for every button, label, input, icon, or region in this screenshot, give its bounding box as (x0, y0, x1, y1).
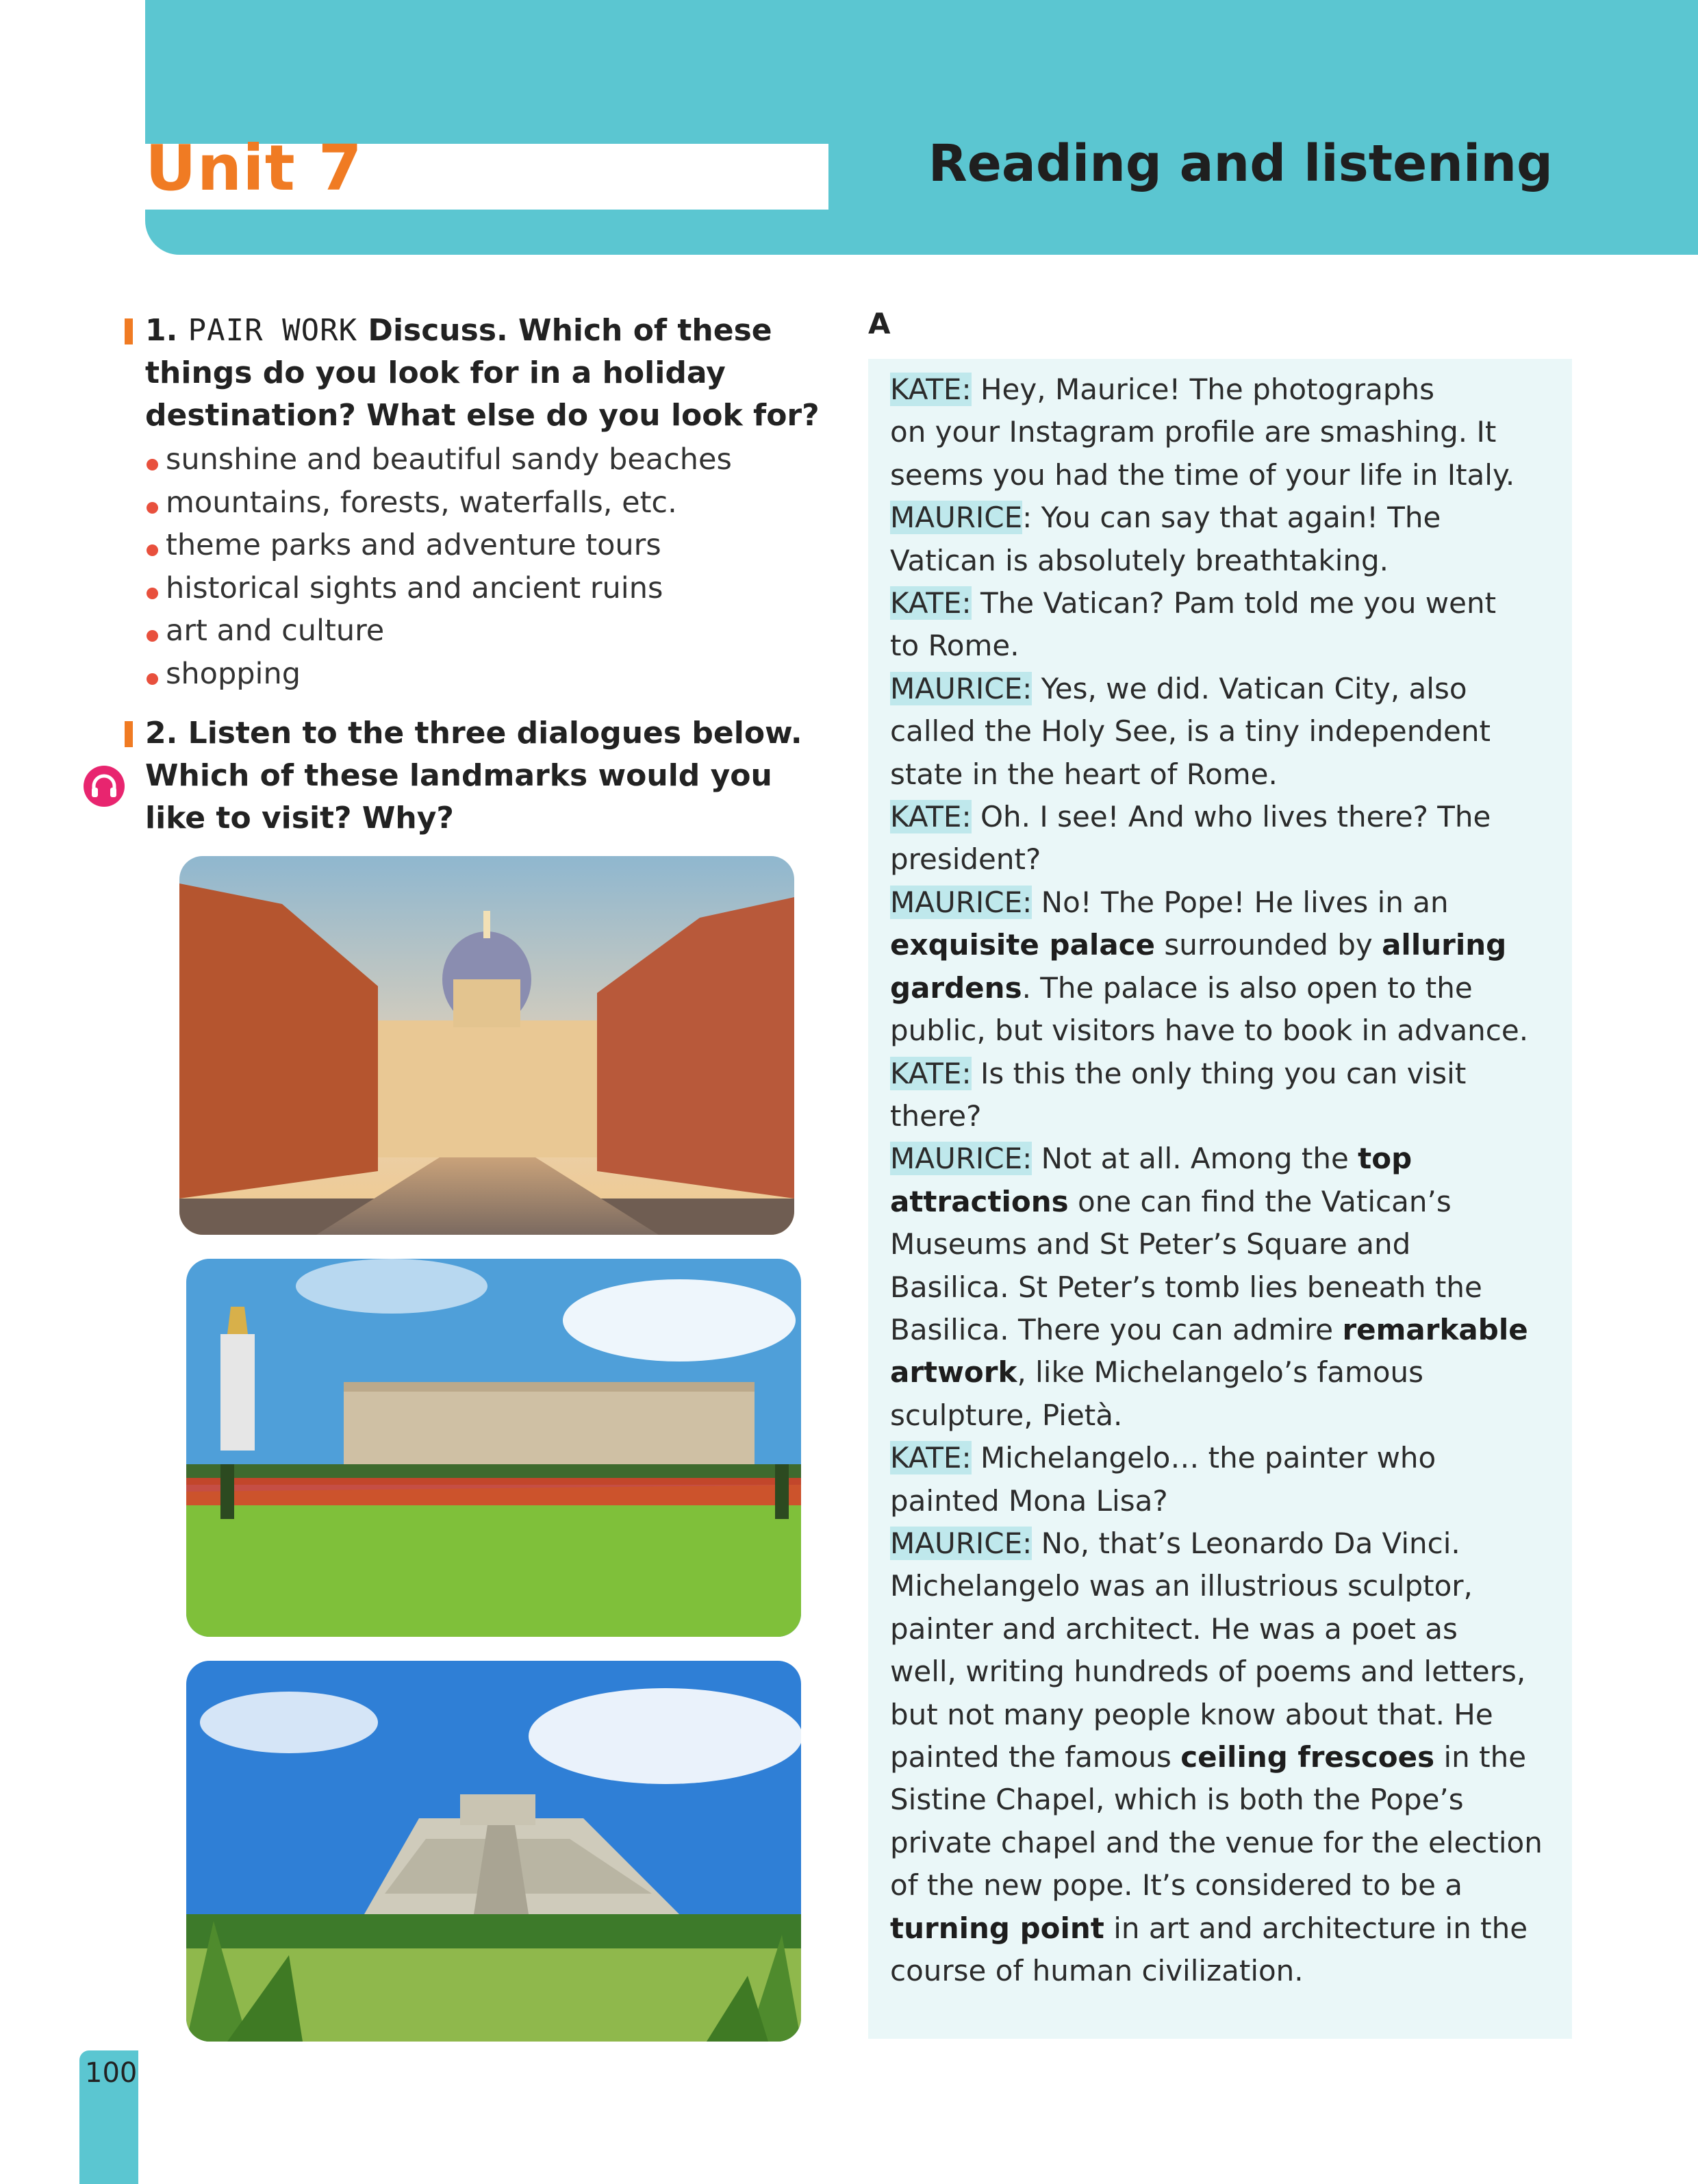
dialogue-line: MAURICE: Yes, we did. Vatican City, also (890, 671, 1467, 705)
speaker-maurice: MAURICE (890, 501, 1023, 535)
dialogue-line: public, but visitors have to book in advance. (890, 1014, 1529, 1048)
dialogue-line: painted the famous ceiling frescoes in the (890, 1740, 1527, 1774)
dialogue-line: KATE: Oh. I see! And who lives there? The (890, 800, 1491, 834)
dialogue-line: artwork, like Michelangelo’s famous (890, 1355, 1424, 1390)
exercise-marker (125, 318, 133, 344)
vocab-term: turning point (890, 1911, 1104, 1945)
dialogue-line: president? (890, 842, 1041, 877)
vocab-term: ceiling frescoes (1180, 1740, 1435, 1774)
exercise-2-number: 2. (145, 716, 178, 751)
dialogue-line: painted Mona Lisa? (890, 1483, 1168, 1518)
list-item: mountains, forests, waterfalls, etc. (145, 481, 830, 525)
exercise-1-heading (145, 310, 830, 437)
dialogue-line: KATE: Is this the only thing you can visit (890, 1056, 1467, 1090)
speaker-maurice: MAURICE: (890, 1526, 1032, 1560)
bullet-dot-icon (147, 588, 158, 599)
vocab-term: gardens (890, 970, 1022, 1005)
dialogue-line: course of human civilization. (890, 1954, 1304, 1988)
dialogue-line: MAURICE: You can say that again! The (890, 501, 1441, 535)
dialogue-line: KATE: Michelangelo… the painter who (890, 1441, 1436, 1475)
dialogue-line: to Rome. (890, 629, 1019, 663)
dialogue-line: seems you had the time of your life in Italy. (890, 457, 1515, 492)
dialogue-line: on your Instagram profile are smashing. It (890, 415, 1497, 449)
dialogue-label: A (868, 307, 891, 340)
speaker-maurice: MAURICE: (890, 1142, 1032, 1176)
speaker-kate: KATE: (890, 373, 972, 406)
dialogue-line: attractions one can find the Vatican’s (890, 1184, 1452, 1218)
exercise-2-heading (145, 712, 830, 840)
dialogue-line: Basilica. St Peter’s tomb lies beneath the (890, 1270, 1482, 1304)
dialogue-line: painter and architect. He was a poet as (890, 1611, 1458, 1646)
speaker-kate: KATE: (890, 1441, 972, 1475)
speaker-kate: KATE: (890, 800, 972, 834)
dialogue-line: exquisite palace surrounded by alluring (890, 928, 1507, 962)
vocab-term: top (1358, 1142, 1412, 1176)
list-item: sunshine and beautiful sandy beaches (145, 438, 830, 481)
exercise-2 (145, 712, 830, 840)
exercise-1-number: 1. (145, 313, 178, 348)
bullet-dot-icon (147, 459, 158, 470)
vocab-term: attractions (890, 1184, 1069, 1218)
dialogue-line: but not many people know about that. He (890, 1697, 1493, 1731)
dialogue-line: there? (890, 1099, 982, 1133)
dialogue-line: sculpture, Pietà. (890, 1398, 1123, 1432)
headphones-icon[interactable] (84, 766, 125, 807)
holiday-features-list (145, 438, 830, 695)
exercise-1 (145, 310, 830, 695)
dialogue-line: KATE: Hey, Maurice! The photographs (890, 373, 1435, 406)
dialogue-line: Basilica. There you can admire remarkable (890, 1312, 1528, 1346)
pair-work-tag: PAIR WORK (188, 313, 358, 348)
vocab-term: artwork (890, 1355, 1017, 1390)
dialogue-line: gardens. The palace is also open to the (890, 970, 1473, 1005)
dialogue-line: MAURICE: No! The Pope! He lives in an (890, 885, 1449, 919)
speaker-kate: KATE: (890, 1056, 972, 1090)
bullet-dot-icon (147, 673, 158, 685)
bullet-dot-icon (147, 544, 158, 556)
dialogue-line: called the Holy See, is a tiny independent (890, 714, 1491, 749)
vocab-term: remarkable (1342, 1312, 1528, 1346)
section-title: Reading and listening (928, 134, 1553, 193)
vatican-photo (179, 856, 794, 1235)
list-item: historical sights and ancient ruins (145, 567, 830, 610)
header-band (145, 0, 1698, 255)
dialogue-line: Museums and St Peter’s Square and (890, 1227, 1411, 1262)
dialogue-line: private chapel and the venue for the election (890, 1825, 1543, 1859)
vocab-term: exquisite palace (890, 928, 1156, 962)
list-item: art and culture (145, 610, 830, 653)
dialogue-line: Sistine Chapel, which is both the Pope’s (890, 1783, 1464, 1817)
dialogue-line: state in the heart of Rome. (890, 757, 1278, 791)
dialogue-text (890, 368, 1561, 1992)
dialogue-line: KATE: The Vatican? Pam told me you went (890, 586, 1497, 620)
dialogue-line: MAURICE: No, that’s Leonardo Da Vinci. (890, 1526, 1460, 1560)
list-item: shopping (145, 653, 830, 696)
list-item: theme parks and adventure tours (145, 524, 830, 567)
page-number: 100 (85, 2057, 138, 2089)
exercise-marker (125, 721, 133, 747)
speaker-kate: KATE: (890, 586, 972, 620)
dialogue-line: Michelangelo was an illustrious sculptor, (890, 1569, 1473, 1603)
bullet-dot-icon (147, 630, 158, 642)
speaker-maurice: MAURICE: (890, 885, 1032, 919)
unit-title: Unit 7 (145, 131, 363, 205)
exercise-1-prompt: Discuss. Which of these things do you look for in a holiday destination? What else do you look for? (145, 313, 820, 433)
dialogue-line: of the new pope. It’s considered to be a (890, 1868, 1463, 1903)
vocab-term: alluring (1382, 928, 1507, 962)
bullet-dot-icon (147, 502, 158, 514)
buckingham-palace-photo (186, 1259, 801, 1637)
speaker-maurice: MAURICE: (890, 671, 1032, 705)
dialogue-line: turning point in art and architecture in the (890, 1911, 1528, 1945)
exercise-2-prompt: Listen to the three dialogues below. Which of these landmarks would you like to visit? Why? (145, 716, 802, 836)
dialogue-line: MAURICE: Not at all. Among the top (890, 1142, 1412, 1176)
chichen-itza-photo (186, 1661, 801, 2042)
dialogue-line: well, writing hundreds of poems and letters, (890, 1655, 1526, 1689)
dialogue-line: Vatican is absolutely breathtaking. (890, 543, 1389, 577)
